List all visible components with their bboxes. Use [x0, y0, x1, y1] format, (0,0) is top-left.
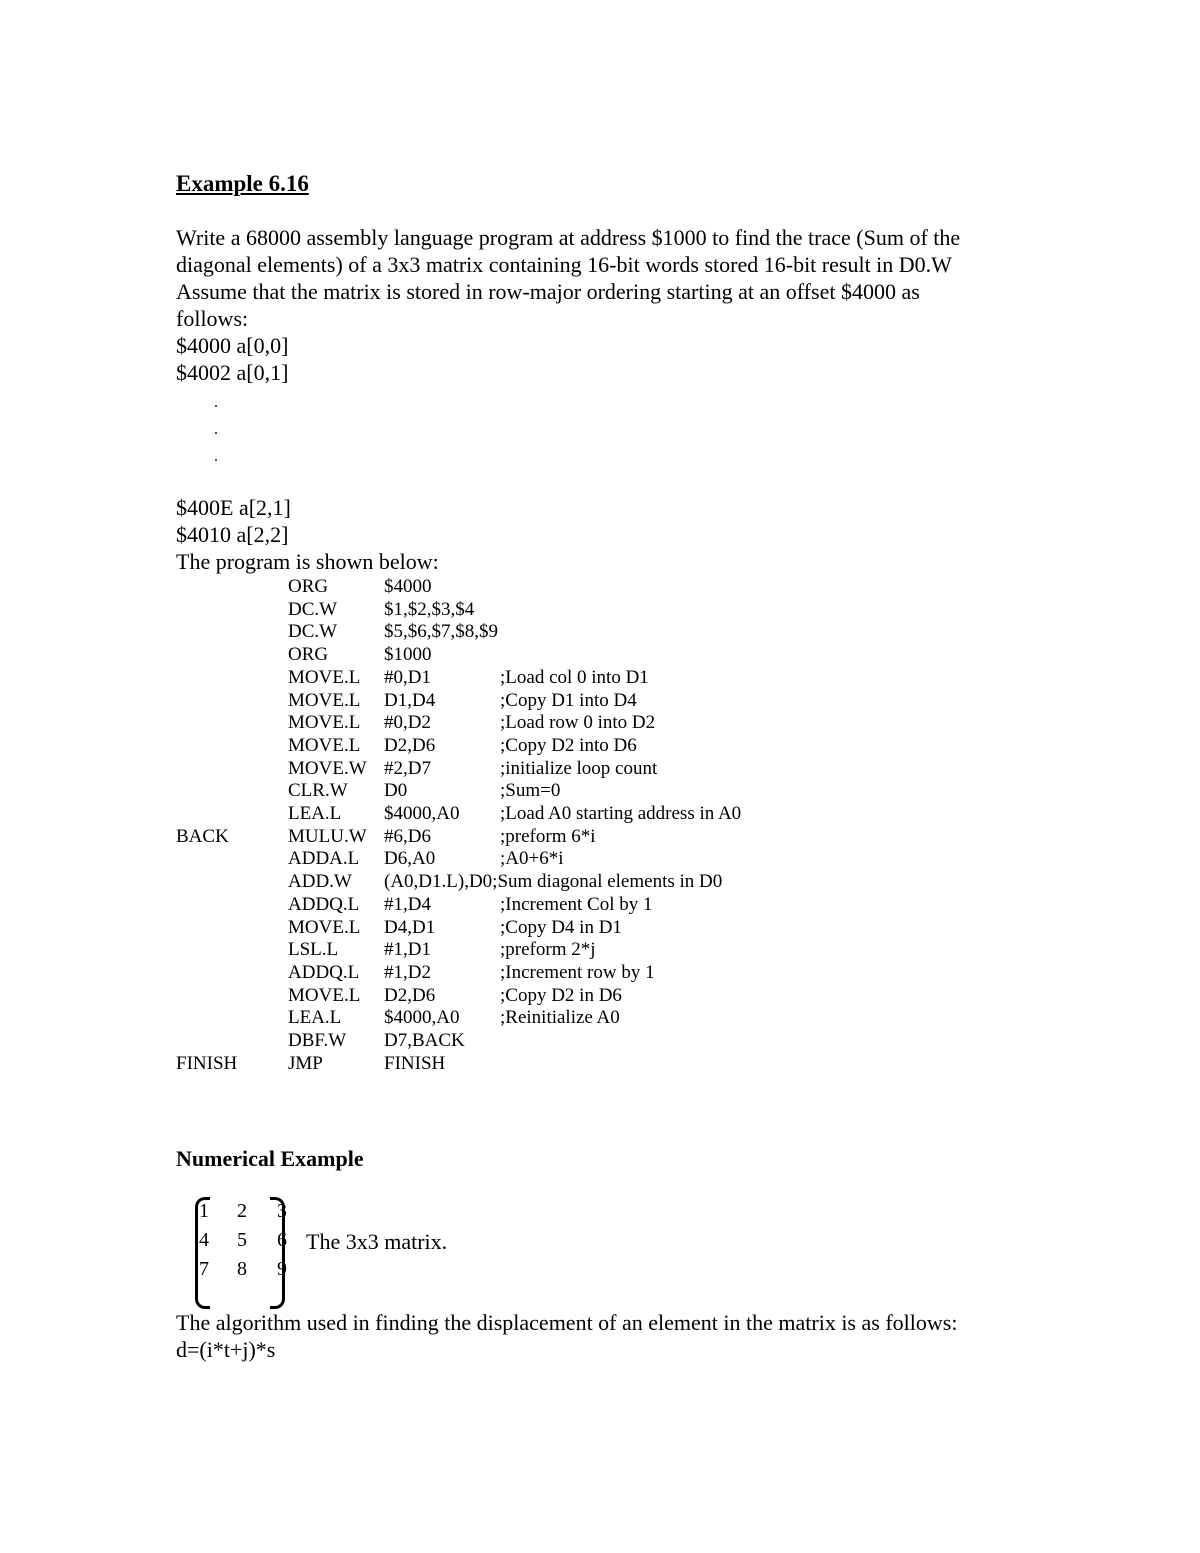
code-opcode: ADDQ.L [288, 894, 360, 915]
code-label: BACK [176, 826, 229, 847]
code-opcode: LEA.L [288, 1007, 342, 1028]
code-comment: ;preform 2*j [500, 939, 596, 960]
matrix-cell: 4 [199, 1229, 209, 1251]
statement-line: Assume that the matrix is stored in row-major ordering starting at an offset $4000 as [176, 279, 920, 304]
code-opcode: DBF.W [288, 1030, 347, 1051]
problem-statement [176, 224, 960, 386]
code-opcode: MOVE.L [288, 917, 361, 938]
code-operand: #6,D6 [384, 826, 431, 847]
matrix-cell: 6 [277, 1229, 287, 1251]
code-comment: ;Copy D2 into D6 [500, 735, 637, 756]
matrix-cell: 9 [277, 1258, 287, 1280]
ellipsis-dot: . [214, 394, 218, 411]
code-operand: $4000 [384, 576, 432, 597]
code-comment: ;Load row 0 into D2 [500, 712, 656, 733]
program-intro: The program is shown below: [176, 549, 439, 574]
code-operand: D6,A0 [384, 848, 436, 869]
code-opcode: MOVE.L [288, 735, 361, 756]
matrix-cell: 5 [237, 1229, 247, 1251]
code-comment: ;Load col 0 into D1 [500, 667, 649, 688]
numerical-example-heading: Numerical Example [176, 1146, 364, 1171]
code-comment: ;Sum=0 [500, 780, 561, 801]
code-operand: (A0,D1.L),D0;Sum diagonal elements in D0 [384, 871, 723, 892]
code-opcode: MOVE.L [288, 667, 361, 688]
code-comment: ;Increment Col by 1 [500, 894, 653, 915]
code-operand: $4000,A0 [384, 1007, 460, 1028]
code-opcode: DC.W [288, 599, 338, 620]
code-operand: #1,D2 [384, 962, 431, 983]
code-operand: #2,D7 [384, 758, 431, 779]
address-line: $400E a[2,1] [176, 495, 291, 520]
code-opcode: ADD.W [288, 871, 352, 892]
code-operand: #0,D2 [384, 712, 431, 733]
code-operand: D0 [384, 780, 408, 801]
statement-line: Write a 68000 assembly language program at address $1000 to find the trace (Sum of the [176, 225, 961, 250]
matrix-cell: 1 [199, 1200, 209, 1222]
code-operand: D2,D6 [384, 985, 436, 1006]
code-operand: D4,D1 [384, 917, 436, 938]
statement-line: $4000 a[0,0] [176, 333, 289, 358]
displacement-formula: d=(i*t+j)*s [176, 1337, 276, 1362]
matrix-cell: 3 [277, 1200, 287, 1222]
code-operand: D7,BACK [384, 1030, 465, 1051]
algorithm-line: The algorithm used in finding the displacement of an element in the matrix is as follows: [176, 1310, 958, 1335]
code-label: FINISH [176, 1053, 238, 1074]
code-opcode: ADDQ.L [288, 962, 360, 983]
statement-line: follows: [176, 306, 249, 331]
matrix-cell: 8 [237, 1258, 247, 1280]
statement-line: diagonal elements) of a 3x3 matrix containing 16-bit words stored 16-bit result in D0.W [176, 252, 952, 277]
matrix-tail-addresses [176, 494, 291, 548]
ellipsis-dot: . [214, 421, 218, 438]
code-operand: $5,$6,$7,$8,$9 [384, 621, 498, 642]
code-operand: D1,D4 [384, 690, 436, 711]
statement-line: $4002 a[0,1] [176, 360, 289, 385]
code-opcode: CLR.W [288, 780, 348, 801]
code-comment: ;Load A0 starting address in A0 [500, 803, 742, 824]
code-operand: #1,D1 [384, 939, 431, 960]
code-opcode: MOVE.L [288, 985, 361, 1006]
matrix-caption: The 3x3 matrix. [306, 1229, 448, 1254]
matrix-cell: 2 [237, 1200, 247, 1222]
code-operand: $1000 [384, 644, 432, 665]
code-opcode: MOVE.L [288, 690, 361, 711]
code-operand: D2,D6 [384, 735, 436, 756]
code-opcode: ORG [288, 576, 329, 597]
code-comment: ;Copy D1 into D4 [500, 690, 637, 711]
matrix-cell: 7 [199, 1258, 209, 1280]
code-operand: $1,$2,$3,$4 [384, 599, 475, 620]
code-opcode: JMP [288, 1053, 323, 1074]
code-operand: #1,D4 [384, 894, 431, 915]
ellipsis-dot: . [214, 448, 218, 465]
code-operand: FINISH [384, 1053, 446, 1074]
code-comment: ;preform 6*i [500, 826, 596, 847]
code-opcode: LEA.L [288, 803, 342, 824]
code-opcode: LSL.L [288, 939, 339, 960]
code-opcode: MOVE.W [288, 758, 367, 779]
code-operand: $4000,A0 [384, 803, 460, 824]
code-comment: ;Copy D2 in D6 [500, 985, 622, 1006]
code-operand: #0,D1 [384, 667, 431, 688]
code-comment: ;Increment row by 1 [500, 962, 655, 983]
code-opcode: MULU.W [288, 826, 367, 847]
code-comment: ;A0+6*i [500, 848, 564, 869]
code-comment: ;Reinitialize A0 [500, 1007, 620, 1028]
code-opcode: ADDA.L [288, 848, 360, 869]
address-line: $4010 a[2,2] [176, 522, 289, 547]
example-title: Example 6.16 [176, 171, 309, 196]
code-opcode: ORG [288, 644, 329, 665]
code-comment: ;Copy D4 in D1 [500, 917, 622, 938]
code-comment: ;initialize loop count [500, 758, 658, 779]
code-opcode: DC.W [288, 621, 338, 642]
code-opcode: MOVE.L [288, 712, 361, 733]
